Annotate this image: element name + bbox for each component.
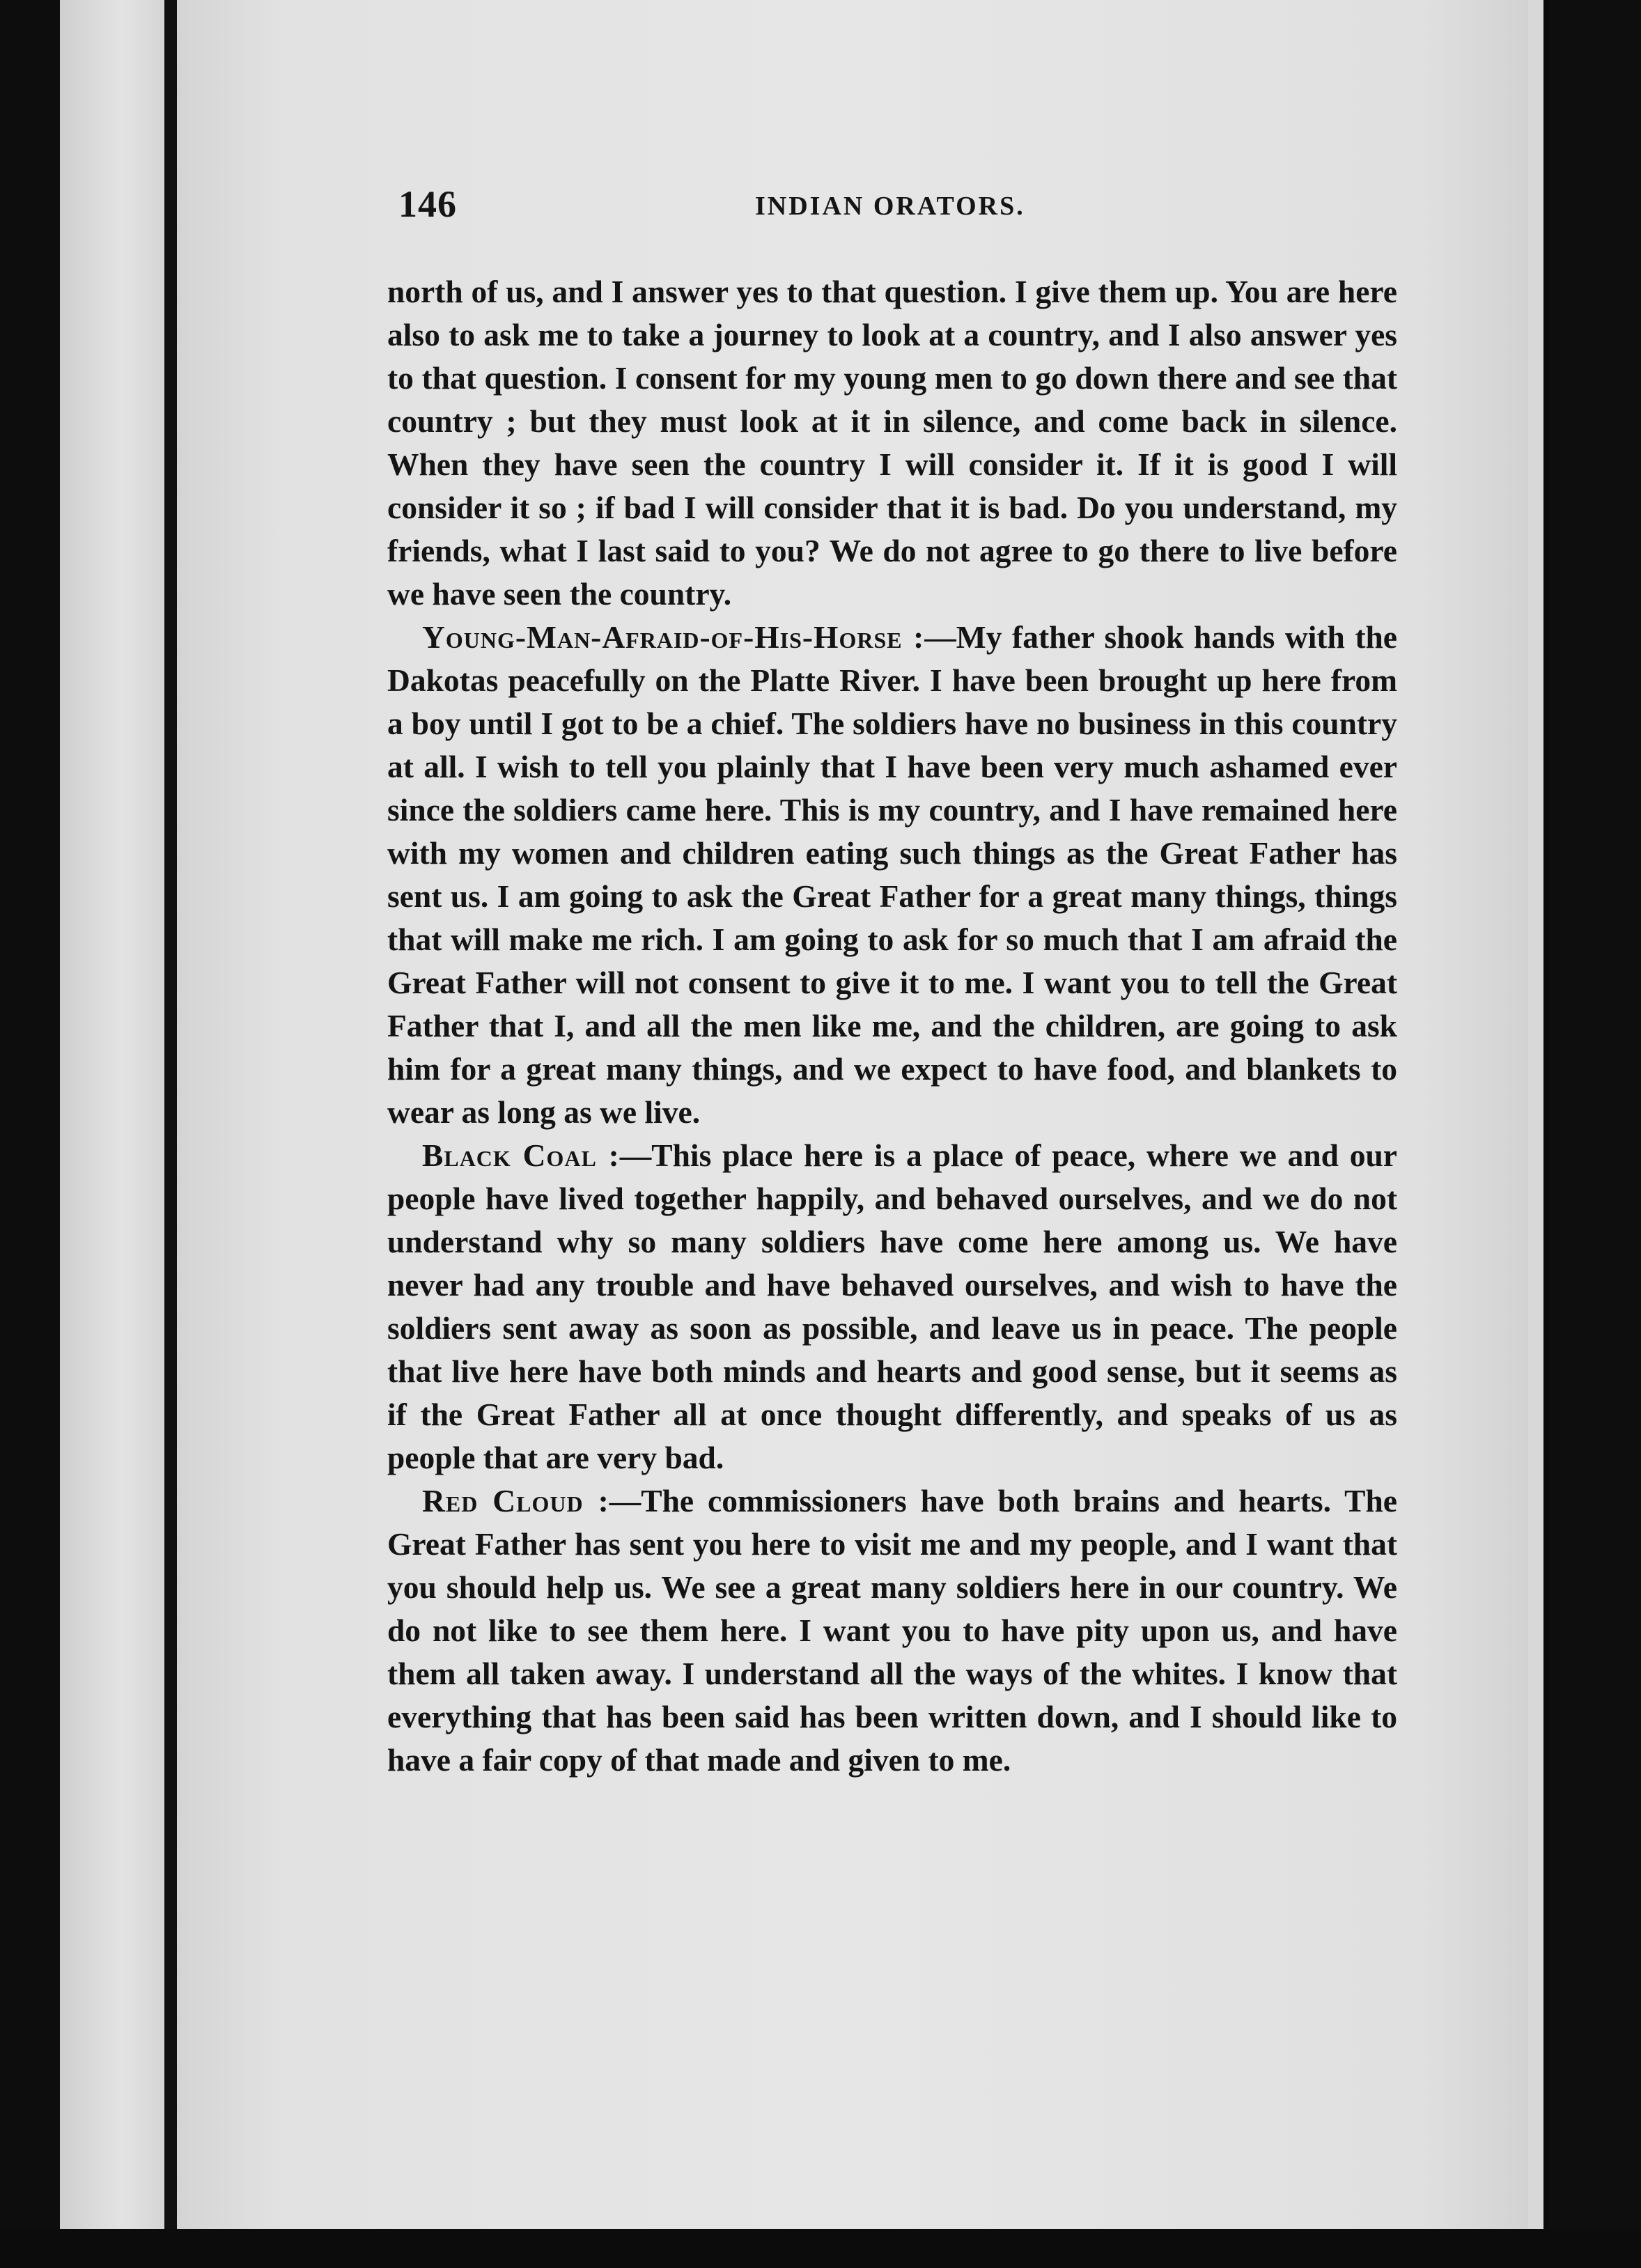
paragraph [387,270,1397,616]
page-header [398,182,1401,231]
right-background [1549,0,1641,2268]
gutter-line [164,0,177,2268]
paragraph-text: north of us, and I answer yes to that question. I give them up. You are here also to ask me to take a journey to look at a country, and I also answer yes to that question. I consent for my young men to go down there and see that country ; but they must look at it in silence, and come back in silence. When they have seen the country I will consider it. If it is good I will consider it so ; if bad I will consider that it is bad. Do you understand, my friends, what I last said to you? We do not agree to go there to live before we have seen the country. [387,274,1397,612]
page-number: 146 [398,183,457,225]
book-spine-shadow [0,0,60,2268]
paragraph-text: —The commissioners have both brains and hearts. The Great Father has sent you here to visit me and my people, and I want that you should help us. We see a great many soldiers here in our country. We do not like to see them here. I want you to have pity upon us, and have them all taken away. I understand all the ways of the whites. I know that everything that has been said has been written down, and I should like to have a fair copy of that made and given to me. [387,1483,1397,1778]
speaker-name: Red Cloud : [422,1483,609,1519]
paragraph [387,1134,1397,1479]
adjacent-page-edge [60,0,164,2268]
paragraph-text: —My father shook hands with the Dakotas peacefully on the Platte River. I have been brought up here from a boy until I got to be a chief. The soldiers have no business in this country at all. I wish to tell you plainly that I have been very much ashamed ever since the soldiers came here. This is my country, and I have remained here with my women and children eating such things as the Great Father has sent us. I am going to ask the Great Father for a great many things, things that will make me rich. I am going to ask for so much that I am afraid the Great Father will not consent to give it to me. I want you to tell the Great Father that I, and all the men like me, and the children, are going to ask him for a great many things, and we expect to have food, and blankets to wear as long as we live. [387,619,1398,1130]
speaker-name: Young-Man-Afraid-of-His-Horse : [422,619,925,655]
bottom-background [0,2229,1641,2268]
body-text [387,270,1397,1782]
paragraph-text: —This place here is a place of peace, where we and our people have lived together happily, and behaved ourselves, and we do not understand why so many soldiers have come here among us. We have never had any trouble and have behaved ourselves, and wish to have the soldiers sent away as soon as possible, and leave us in peace. The people that live here have both minds and hearts and good sense, but it seems as if the Great Father all at once thought differently, and speaks of us as people that are very bad. [387,1137,1398,1475]
paragraph [387,1479,1397,1782]
paragraph [387,616,1397,1134]
speaker-name: Black Coal : [422,1137,620,1173]
running-head: INDIAN ORATORS. [755,192,1025,221]
